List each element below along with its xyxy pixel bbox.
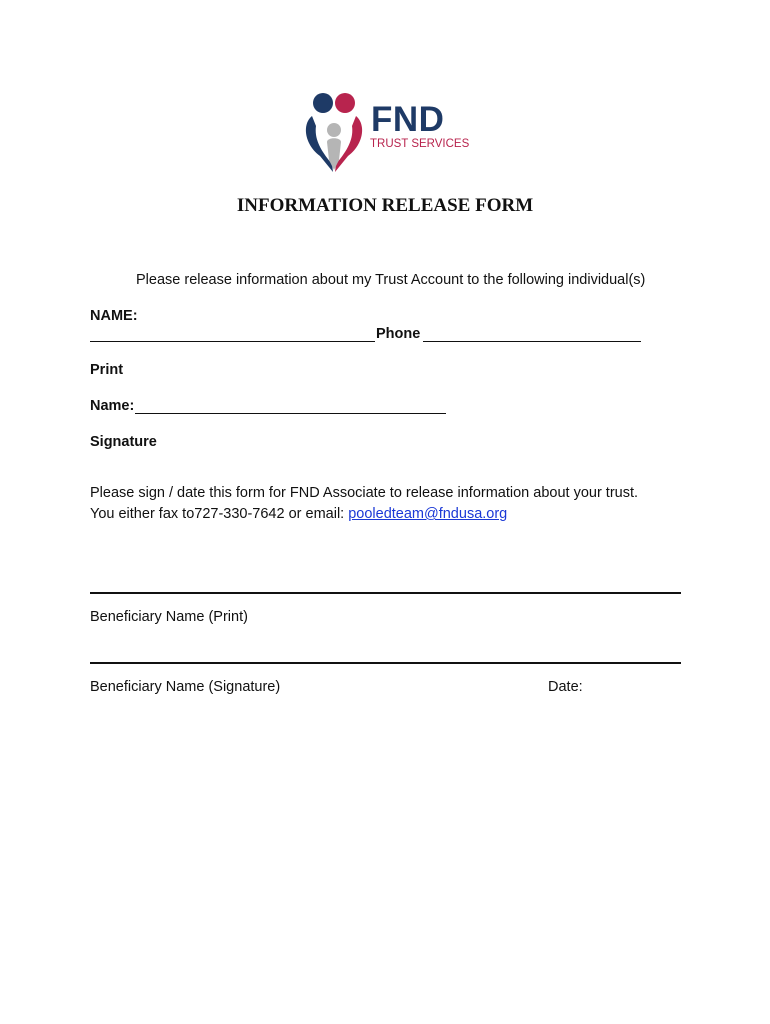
phone-input-line[interactable]: [423, 341, 641, 342]
beneficiary-print-line[interactable]: [90, 592, 681, 594]
beneficiary-signature-line[interactable]: [90, 662, 681, 664]
print-name-input-line[interactable]: [135, 413, 446, 414]
instructions-line-1: Please sign / date this form for FND Associate to release information about your trust.: [90, 485, 639, 501]
name-input-line[interactable]: [90, 341, 375, 342]
date-label: Date:: [548, 679, 583, 695]
email-link[interactable]: pooledteam@fndusa.org: [348, 506, 508, 522]
logo-subtitle: TRUST SERVICES: [370, 138, 470, 150]
beneficiary-print-label: Beneficiary Name (Print): [90, 609, 248, 625]
form-title: INFORMATION RELEASE FORM: [236, 195, 534, 216]
print-name-label: Name:: [90, 398, 135, 414]
phone-label: Phone: [376, 326, 421, 342]
intro-text: Please release information about my Trust Account to the following individual(s): [136, 272, 646, 288]
print-label: Print: [90, 362, 124, 378]
fnd-logo: [302, 90, 472, 176]
logo-wordmark: FND: [371, 100, 445, 139]
name-label: NAME:: [90, 308, 138, 324]
fax-text: You either fax to727-330-7642 or email:: [90, 506, 349, 522]
instructions-line-2: [90, 506, 507, 523]
signature-label: Signature: [90, 434, 157, 450]
heart-people-icon: [302, 90, 372, 176]
beneficiary-signature-label: Beneficiary Name (Signature): [90, 679, 281, 695]
